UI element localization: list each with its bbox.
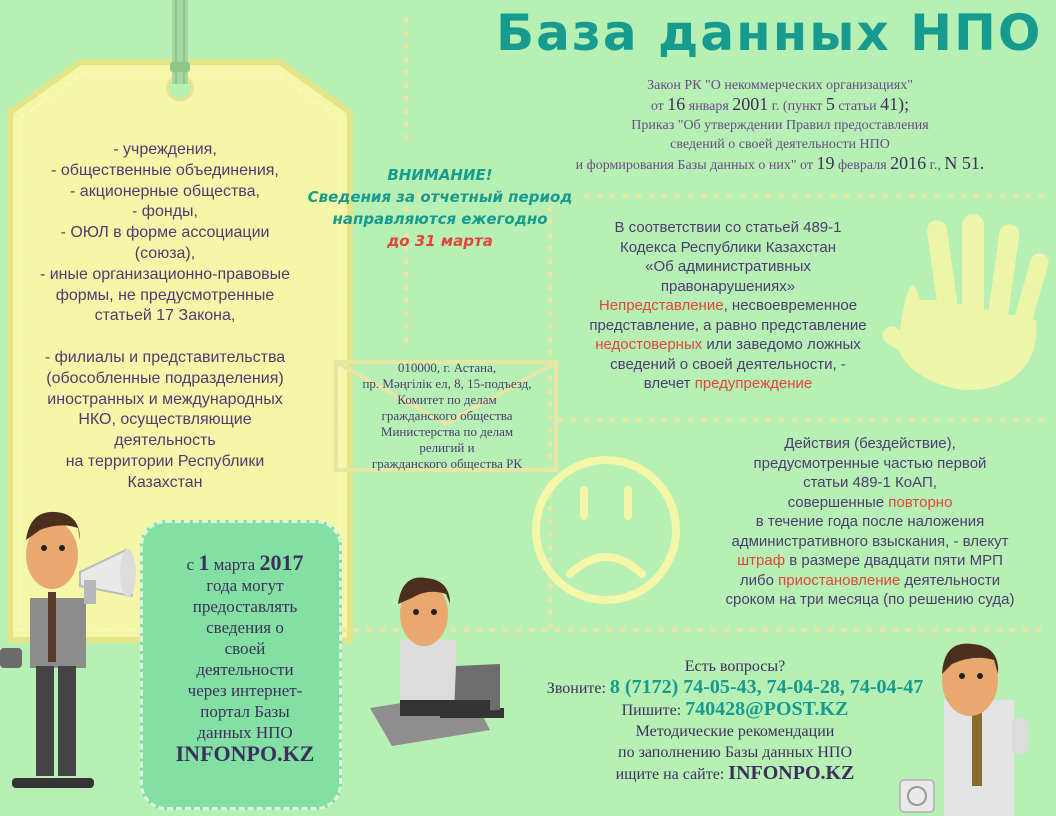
address-line: гражданского общества РК	[371, 456, 523, 471]
contacts-phone-line: Звоните: 8 (7172) 74-05-43, 74-04-28, 74-04-47	[546, 676, 924, 698]
contacts-method-line: Методические рекомендации	[635, 723, 835, 740]
hand-icon	[879, 214, 1050, 390]
article-line: «Об административных	[645, 258, 811, 275]
org-type-line: - учреждения,	[113, 141, 217, 158]
portal-line: своей	[224, 639, 266, 658]
organization-types-list	[10, 140, 320, 494]
org-type-line: Казахстан	[127, 473, 203, 491]
org-type-line: - иные организационно-правовые	[39, 265, 291, 283]
notice-heading: ВНИМАНИЕ!	[387, 166, 493, 184]
org-type-line	[10, 327, 320, 348]
law-reference	[500, 76, 1056, 175]
article-penalty-text	[558, 218, 898, 394]
repeat-violation-text	[700, 434, 1040, 610]
portal-line: предоставлять	[192, 597, 298, 616]
address-line: гражданского общества	[381, 408, 513, 423]
portal-site-link[interactable]: INFONPO.KZ	[175, 741, 315, 766]
article-line: недостоверных или заведомо ложных	[595, 336, 861, 353]
org-type-line: - общественные объединения,	[51, 161, 279, 179]
actions-line: совершенные повторно	[787, 493, 953, 511]
portal-line: через интернет-	[187, 681, 303, 700]
contacts-section	[500, 656, 970, 785]
org-type-line: - филиалы и представительства	[44, 348, 286, 366]
contacts-site-line: ищите на сайте: INFONPO.KZ	[615, 762, 855, 784]
actions-line: либо приостановление деятельности	[739, 571, 1001, 589]
contacts-email-line: Пишите: 740428@POST.KZ	[621, 698, 849, 720]
article-line: Кодекса Республики Казахстан	[619, 238, 836, 256]
man-laptop-illustration	[370, 578, 504, 746]
article-line: сведений о своей деятельности, -	[610, 355, 846, 373]
article-line: правонарушениях»	[660, 277, 796, 295]
address-line: религий и	[419, 440, 475, 455]
notice-line-2: Сведения за отчетный период	[307, 188, 573, 206]
article-line: влечет предупреждение	[643, 375, 813, 392]
law-line-1: Закон РК "О некоммерческих организациях"	[647, 78, 913, 93]
actions-line: сроком на три месяца (по решению суда)	[725, 591, 1015, 608]
portal-line: сведения о	[206, 618, 284, 637]
article-line: В соответствии со статьей 489-1	[614, 219, 842, 236]
actions-line: в течение года после наложения	[755, 513, 985, 530]
portal-line: портал Базы	[200, 702, 290, 721]
law-line-4: сведений о своей деятельности НПО	[670, 137, 890, 152]
actions-line: статьи 489-1 КоАП,	[803, 474, 937, 491]
contacts-question: Есть вопросы?	[684, 658, 786, 675]
notice-deadline: до 31 марта	[387, 232, 493, 250]
portal-line: данных НПО	[197, 723, 293, 742]
org-type-line: - ОЮЛ в форме ассоциации	[60, 224, 270, 242]
portal-date-line: с 1 марта 2017	[186, 550, 304, 575]
org-type-line: деятельность	[114, 432, 216, 450]
org-type-line: иностранных и международных	[47, 390, 283, 408]
portal-info-text	[160, 552, 330, 764]
org-type-line: статьей 17 Закона,	[94, 307, 236, 325]
email-link[interactable]: 740428@POST.KZ	[685, 698, 849, 720]
portal-line: года могут	[206, 576, 284, 595]
org-type-line: (обособленные подразделения)	[46, 369, 284, 387]
address-line: пр. Мәңгілік ел, 8, 15-подъезд,	[362, 376, 532, 391]
law-line-3: Приказ "Об утверждении Правил предоставления	[631, 118, 929, 133]
address-line: 010000, г. Астана,	[397, 360, 497, 375]
site-link[interactable]: INFONPO.KZ	[728, 762, 855, 784]
address-line: Комитет по делам	[397, 392, 497, 407]
portal-line: деятельности	[196, 660, 294, 679]
law-line-2: от 16 января 2001 г. (пункт 5 статьи 41);	[650, 94, 910, 114]
phone-number[interactable]: 8 (7172) 74-05-43, 74-04-28, 74-04-47	[609, 676, 924, 698]
actions-line: штраф в размере двадцати пяти МРП	[737, 552, 1003, 569]
actions-line: предусмотренные частью первой	[753, 454, 987, 472]
org-type-line: формы, не предусмотренные	[55, 286, 275, 304]
org-type-line: на территории Республики	[65, 452, 265, 470]
org-type-line: (союза),	[134, 244, 196, 262]
article-line: представление, а равно представление	[589, 316, 867, 334]
org-type-line: - фонды,	[132, 203, 198, 221]
sad-face-icon	[536, 460, 676, 600]
org-type-line: НКО, осуществляющие	[78, 411, 252, 429]
org-type-line: - акционерные общества,	[70, 182, 260, 200]
article-line: Непредставление, несвоевременное	[598, 297, 858, 314]
law-line-5: и формирования Базы данных о них" от 19 февраля 2016 г., N 51.	[575, 153, 985, 173]
annual-notice	[280, 164, 600, 252]
page-title: База данных НПО	[496, 4, 1043, 62]
notice-line-3: направляются ежегодно	[332, 210, 548, 228]
address-line: Министерства по делам	[380, 424, 514, 439]
actions-line: административного взыскания, - влекут	[731, 532, 1009, 550]
contacts-method-line: по заполнению Базы данных НПО	[618, 744, 852, 761]
mailing-address	[332, 360, 562, 472]
actions-line: Действия (бездействие),	[784, 435, 956, 452]
